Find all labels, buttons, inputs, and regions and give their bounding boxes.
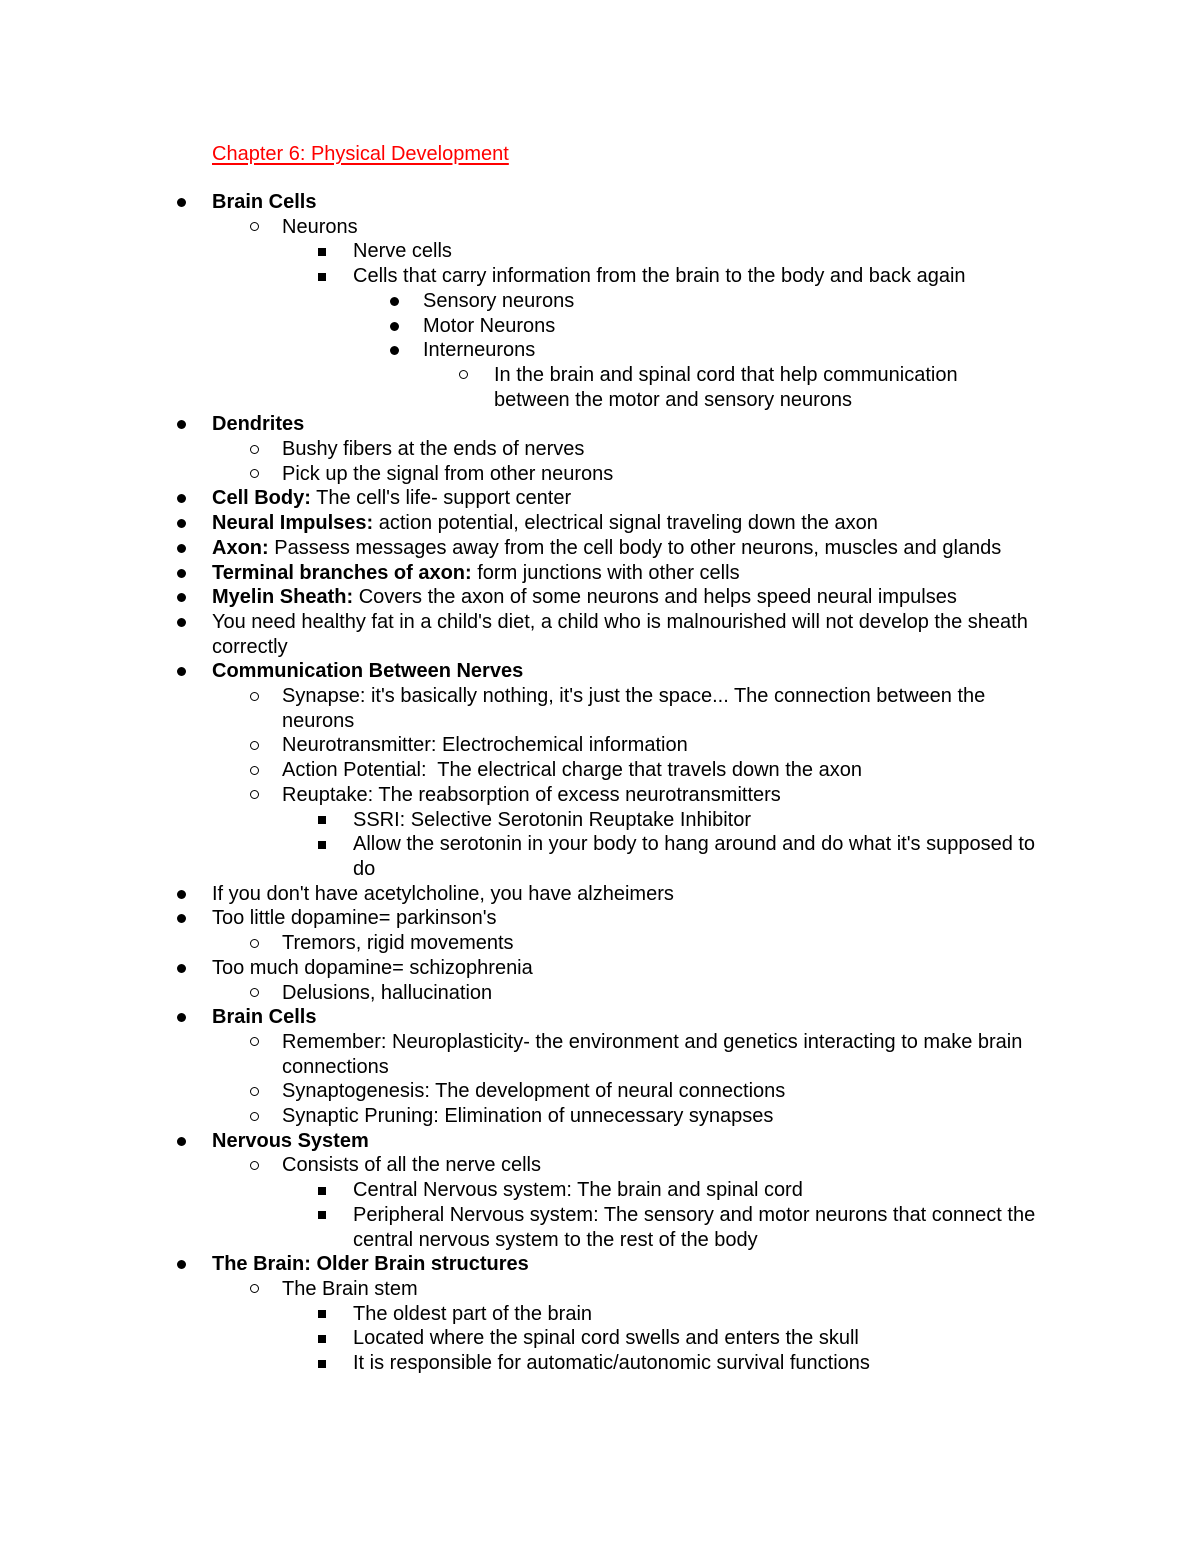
list-item-text: Synaptic Pruning: Elimination of unnecessary synapses: [282, 1105, 774, 1128]
list-item: [0, 758, 1052, 783]
bullet-dot-icon: [177, 544, 186, 553]
bullet-dot-icon: [390, 322, 399, 331]
list-item-text: The oldest part of the brain: [353, 1302, 593, 1325]
list-item: [0, 1203, 1053, 1252]
bullet-dot-icon: [177, 1137, 186, 1146]
bullet-dot-icon: [177, 420, 186, 429]
list-item: [0, 783, 1052, 808]
bullet-dot-icon: [177, 964, 186, 973]
list-item-text: Consists of all the nerve cells: [282, 1154, 542, 1177]
bullet-circle-icon: [250, 1037, 259, 1046]
list-item-heading: Cell Body:: [212, 487, 311, 510]
list-item-heading: Neural Impulses:: [212, 512, 374, 535]
list-item: [0, 659, 1032, 684]
list-item: [0, 882, 1032, 907]
bullet-square-icon: [318, 841, 326, 849]
list-item-text: Peripheral Nervous system: The sensory and motor neurons that connect the central nervous system to the rest of the body: [353, 1203, 1041, 1251]
bullet-dot-icon: [177, 198, 186, 207]
list-item-text: Central Nervous system: The brain and spinal cord: [353, 1179, 803, 1202]
bullet-dot-icon: [177, 593, 186, 602]
list-item-text: Synapse: it's basically nothing, it's just the space... The connection between the neurons: [282, 685, 991, 732]
list-item: [0, 1351, 1053, 1376]
list-item-text: Tremors, rigid movements: [282, 932, 514, 955]
list-item: [0, 1104, 1052, 1129]
list-item: [0, 486, 1032, 511]
list-item-text: Action Potential: The electrical charge that travels down the axon: [282, 759, 862, 782]
page-title: Chapter 6: Physical Development: [212, 143, 509, 165]
bullet-square-icon: [318, 1310, 326, 1318]
list-item: [0, 610, 1032, 659]
list-item: [0, 956, 1032, 981]
bullet-square-icon: [318, 248, 326, 256]
bullet-dot-icon: [177, 519, 186, 528]
bullet-circle-icon: [250, 1087, 259, 1096]
list-item: [0, 832, 1053, 881]
list-item: [0, 1277, 1052, 1302]
bullet-circle-icon: [250, 1161, 259, 1170]
list-item: [0, 215, 1052, 240]
bullet-dot-icon: [177, 494, 186, 503]
bullet-circle-icon: [250, 1112, 259, 1121]
list-item-text: The Brain stem: [282, 1277, 418, 1300]
list-item: [0, 1153, 1052, 1178]
list-item-text: action potential, electrical signal traveling down the axon: [373, 512, 878, 535]
list-item: [0, 264, 1053, 289]
list-item-text: Delusions, hallucination: [282, 981, 493, 1004]
list-item-text: Located where the spinal cord swells and enters the skull: [353, 1327, 859, 1350]
list-item: [0, 684, 1052, 733]
list-item-text: It is responsible for automatic/autonomic survival functions: [353, 1352, 870, 1375]
list-item-text: Neurons: [282, 215, 358, 238]
bullet-dot-icon: [177, 1013, 186, 1022]
list-item-heading: The Brain: Older Brain structures: [212, 1253, 529, 1276]
list-item: [0, 585, 1032, 610]
bullet-circle-icon: [250, 939, 259, 948]
list-item-heading: Communication Between Nerves: [212, 660, 524, 683]
bullet-dot-icon: [390, 346, 399, 355]
list-item-text: The cell's life- support center: [310, 487, 572, 510]
bullet-circle-icon: [459, 370, 468, 379]
list-item-heading: Brain Cells: [212, 191, 317, 213]
bullet-circle-icon: [250, 766, 259, 775]
list-item: [0, 289, 1043, 314]
bullet-square-icon: [318, 816, 326, 824]
bullet-circle-icon: [250, 222, 259, 231]
list-item: [0, 462, 1052, 487]
list-item: [0, 906, 1032, 931]
bullet-circle-icon: [250, 469, 259, 478]
bullet-dot-icon: [177, 1260, 186, 1269]
list-item: [0, 981, 1052, 1006]
list-item-heading: Nervous System: [212, 1129, 369, 1152]
list-item: [0, 1129, 1032, 1154]
list-item-text: Neurotransmitter: Electrochemical information: [282, 734, 688, 757]
list-item-text: Reuptake: The reabsorption of excess neurotransmitters: [282, 783, 781, 806]
list-item-heading: Terminal branches of axon:: [212, 561, 472, 584]
list-item: [0, 314, 1043, 339]
list-item-text: Cells that carry information from the brain to the body and back again: [353, 265, 966, 288]
list-item-text: You need healthy fat in a child's diet, a child who is malnourished will not develop the sheath correctly: [212, 610, 1034, 658]
list-item-text: If you don't have acetylcholine, you have alzheimers: [212, 882, 674, 905]
list-item: [0, 1030, 1052, 1079]
bullet-dot-icon: [177, 569, 186, 578]
list-item-text: Too much dopamine= schizophrenia: [212, 956, 533, 979]
list-item-text: Nerve cells: [353, 240, 452, 263]
list-item: [0, 561, 1032, 586]
list-item-text: SSRI: Selective Serotonin Reuptake Inhibitor: [353, 808, 751, 831]
list-item-heading: Brain Cells: [212, 1006, 317, 1029]
bullet-square-icon: [318, 1360, 326, 1368]
list-item-text: Covers the axon of some neurons and helps speed neural impulses: [353, 586, 957, 609]
bullet-circle-icon: [250, 741, 259, 750]
list-item-text: Allow the serotonin in your body to hang around and do what it's supposed to do: [353, 833, 1041, 880]
list-item: [0, 733, 1052, 758]
bullet-square-icon: [318, 273, 326, 281]
bullet-dot-icon: [177, 618, 186, 627]
list-item-text: Pick up the signal from other neurons: [282, 462, 614, 485]
bullet-dot-icon: [390, 297, 399, 306]
list-item-text: Motor Neurons: [423, 314, 556, 337]
bullet-circle-icon: [250, 692, 259, 701]
list-item: [0, 239, 1053, 264]
list-item: [0, 338, 1043, 363]
list-item: [0, 363, 1004, 412]
bullet-circle-icon: [250, 790, 259, 799]
list-item-text: Sensory neurons: [423, 289, 575, 312]
list-item-text: Interneurons: [423, 339, 536, 362]
list-item-text: In the brain and spinal cord that help communication between the motor and sensory neurons: [494, 363, 964, 411]
list-item: [0, 511, 1032, 536]
bullet-dot-icon: [177, 890, 186, 899]
list-item-heading: Myelin Sheath:: [212, 586, 354, 609]
bullet-circle-icon: [250, 1284, 259, 1293]
list-item: [0, 1326, 1053, 1351]
notes-list: [0, 190, 1200, 1376]
bullet-square-icon: [318, 1211, 326, 1219]
list-item: [0, 1079, 1052, 1104]
list-item-text: Synaptogenesis: The development of neural connections: [282, 1080, 786, 1103]
list-item: [0, 1302, 1053, 1327]
bullet-circle-icon: [250, 988, 259, 997]
list-item: [0, 1005, 1032, 1030]
bullet-square-icon: [318, 1335, 326, 1343]
list-item: [0, 536, 1032, 561]
list-item-text: Too little dopamine= parkinson's: [212, 907, 497, 930]
list-item-heading: Dendrites: [212, 413, 305, 436]
list-item: [0, 190, 1032, 215]
list-item-text: Bushy fibers at the ends of nerves: [282, 438, 585, 461]
bullet-dot-icon: [177, 914, 186, 923]
bullet-square-icon: [318, 1187, 326, 1195]
list-item: [0, 808, 1053, 833]
list-item-text: form junctions with other cells: [471, 561, 740, 584]
list-item: [0, 931, 1052, 956]
bullet-circle-icon: [250, 445, 259, 454]
list-item-heading: Axon:: [212, 536, 269, 559]
list-item: [0, 412, 1032, 437]
list-item: [0, 437, 1052, 462]
bullet-dot-icon: [177, 667, 186, 676]
list-item: [0, 1252, 1032, 1277]
list-item: [0, 1178, 1053, 1203]
list-item-text: Remember: Neuroplasticity- the environment and genetics interacting to make brain connections: [282, 1030, 1028, 1078]
list-item-text: Passess messages away from the cell body to other neurons, muscles and glands: [268, 536, 1002, 559]
